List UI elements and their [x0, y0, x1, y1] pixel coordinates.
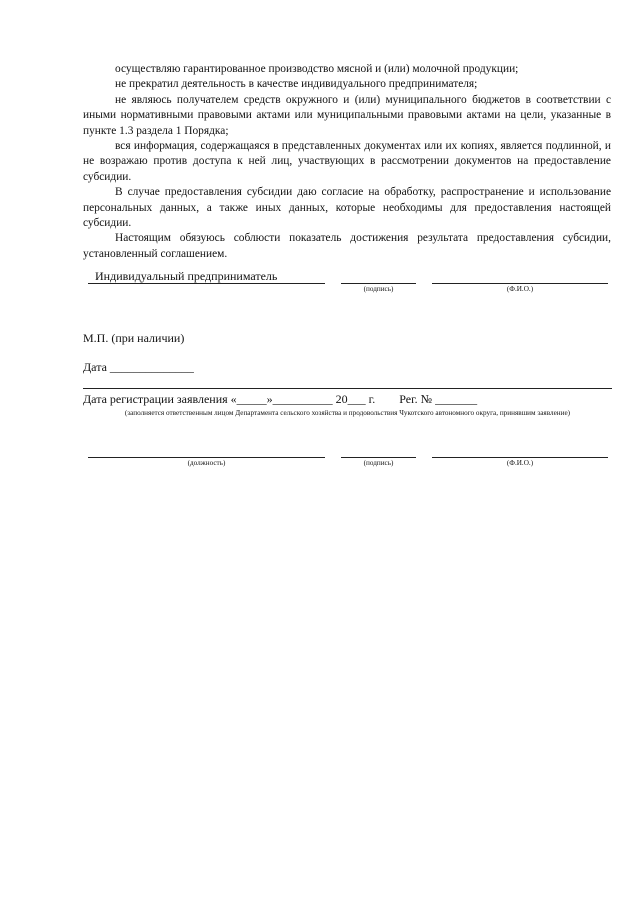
entrepreneur-line: [88, 283, 325, 284]
applicant-fio-caption: (Ф.И.О.): [506, 285, 534, 293]
registration-note: (заполняется ответственным лицом Департамента сельского хозяйства и продовольствия Чукотского автономного округа, принявшим заявление): [124, 409, 571, 417]
official-signature-caption: (подпись): [363, 459, 394, 467]
applicant-signature-caption: (подпись): [363, 285, 394, 293]
official-position-caption: (должность): [187, 459, 226, 467]
stamp-label: М.П. (при наличии): [83, 331, 185, 345]
date-label: Дата ______________: [83, 360, 194, 374]
declaration-text: [83, 62, 611, 262]
section-divider: [83, 388, 612, 389]
paragraph-authenticity: вся информация, содержащаяся в представленных документах или их копиях, является подлинной, и не возражаю против доступа к ней лиц, участвующих в рассмотрении документов на предоставление субсидии.: [83, 140, 611, 183]
official-fio-caption: (Ф.И.О.): [506, 459, 534, 467]
paragraph-consent: В случае предоставления субсидии даю согласие на обработку, распространение и использование персональных данных, а также иных данных, которые необходимы для предоставления настоящей субсидии.: [83, 186, 611, 230]
paragraph-not-terminated: не прекратил деятельность в качестве индивидуального предпринимателя;: [115, 78, 478, 91]
registration-line: Дата регистрации заявления «_____»__________ 20___ г. Рег. № _______: [83, 392, 478, 406]
official-position-line: [88, 457, 325, 458]
entrepreneur-label: Индивидуальный предприниматель: [95, 269, 278, 283]
paragraph-production: осуществляю гарантированное производство мясной и (или) молочной продукции;: [115, 63, 519, 75]
paragraph-budget: не являюсь получателем средств окружного и (или) муниципального бюджетов в соответствии с иными нормативными правовыми актами или муниципальными правовыми актами на цели, указанные в пункте 1.3 раздела 1 Порядка;: [83, 93, 611, 137]
applicant-signature-line: [341, 283, 416, 284]
applicant-fio-line: [432, 283, 608, 284]
paragraph-obligation: Настоящим обязуюсь соблюсти показатель достижения результата предоставления субсидии, установленный соглашением.: [83, 232, 611, 260]
official-signature-line: [341, 457, 416, 458]
official-fio-line: [432, 457, 608, 458]
